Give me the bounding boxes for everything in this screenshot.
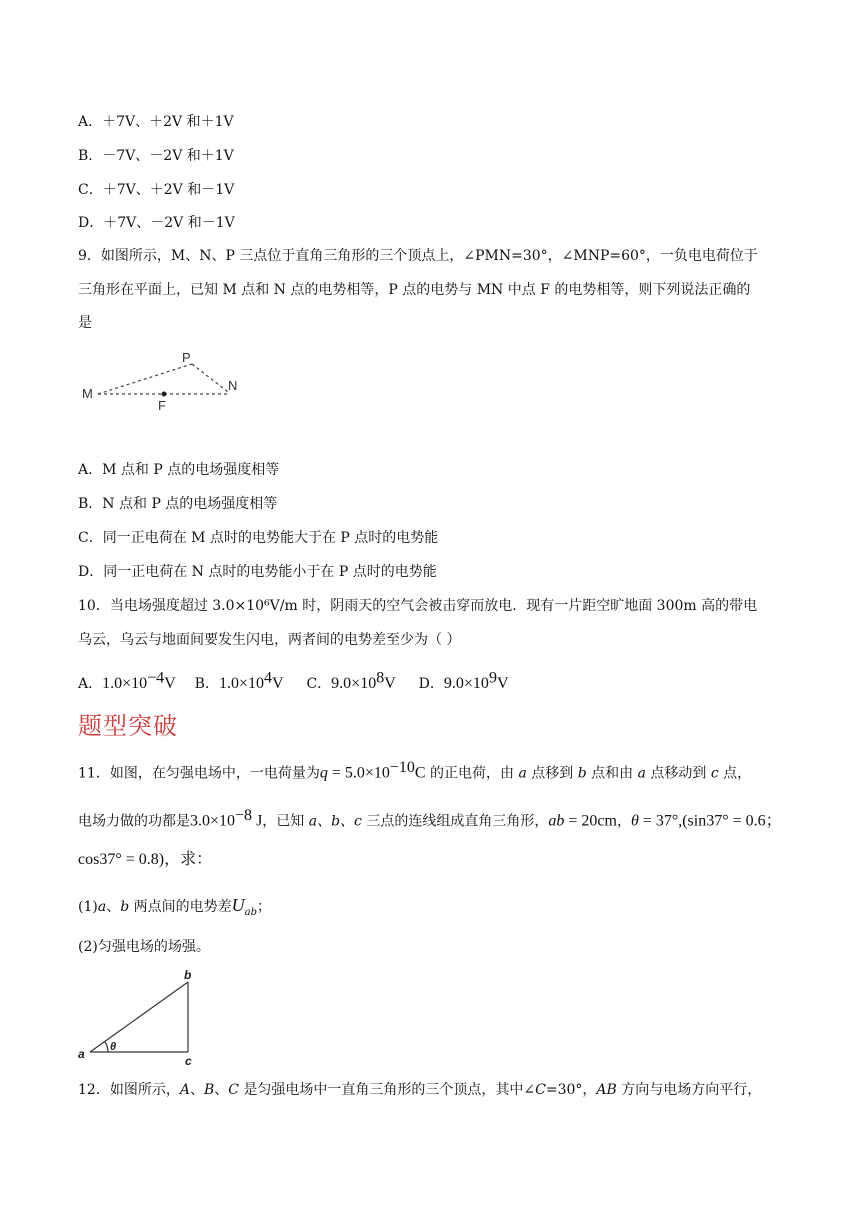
label-c: c [185, 1054, 192, 1066]
q10-option-c: C．$9.0\times 10^8V$ [306, 669, 396, 692]
edge-mp [98, 364, 192, 394]
label-m: M [82, 386, 93, 401]
theta-arc [105, 1042, 108, 1052]
q9-option-d: D．同一正电荷在 N 点时的电势能小于在 P 点时的电势能 [78, 564, 437, 580]
q11-stem-line-1: 11．如图，在匀强电场中，一电荷量为$q = 5.0\times 10^{-10}C$ 的正电荷，由 a 点移到 b 点和由 a 点移动到 c 点， [78, 759, 752, 782]
q10-option-a: A．$1.0\times 10^{-4}V$ [78, 669, 176, 692]
label-b: b [184, 968, 192, 982]
label-p: P [182, 350, 191, 365]
label-f: F [158, 398, 166, 413]
q10-stem-line-1: 10．当电场强度超过 3.0×10⁶V/m 时，阴雨天的空气会被击穿而放电．现有一片距空旷地面 300m 高的带电 [78, 598, 758, 614]
q8-option-c: C．＋7V、＋2V 和－1V [78, 182, 235, 198]
edge-pn [192, 364, 228, 392]
q10-option-b: B．$1.0\times 10^4V$ [194, 669, 284, 692]
q10-option-d: D．$9.0\times 10^9V$ [418, 669, 509, 692]
label-theta: θ [110, 1041, 117, 1053]
q8-option-a: A．＋7V、＋2V 和＋1V [78, 114, 234, 130]
q9-option-a: A．M 点和 P 点的电场强度相等 [78, 462, 280, 478]
q10-options [78, 668, 509, 694]
label-a: a [78, 1047, 85, 1061]
q8-option-b: B．－7V、－2V 和＋1V [78, 148, 234, 164]
q9-stem-line-3: 是 [78, 315, 92, 331]
q9-triangle-figure [78, 348, 258, 440]
q11-subquestion-1: (1)a、b 两点间的电势差$U_{ab}$； [78, 895, 271, 918]
section-title: 题型突破 [78, 712, 178, 740]
q11-subquestion-2: (2)匀强电场的场强。 [78, 939, 210, 955]
q8-option-d: D．＋7V、－2V 和－1V [78, 215, 235, 231]
q9-stem-line-1: 9．如图所示，M、N、P 三点位于直角三角形的三个顶点上，∠PMN=30°，∠MNP=60°，一负电电荷位于 [78, 248, 758, 264]
q11-stem-line-2: 电场力做的功都是$3.0\times 10^{-8}$ J，已知 a、b、c 三点的连线组成直角三角形，ab = 20cm，θ = 37°,(sin37° = 0.6； [78, 807, 782, 830]
q11-triangle-figure [76, 968, 206, 1066]
q9-stem-line-2: 三角形在平面上，已知 M 点和 N 点的电势相等，P 点的电势与 MN 中点 F 的电势相等，则下列说法正确的 [78, 282, 751, 298]
q9-option-b: B．N 点和 P 点的电场强度相等 [78, 496, 278, 512]
q11-stem-line-3: cos37° = 0.8)，求： [78, 851, 213, 868]
label-n: N [228, 378, 238, 393]
q10-stem-line-2: 乌云，乌云与地面间要发生闪电，两者间的电势差至少为（ ） [78, 632, 461, 648]
q9-option-c: C．同一正电荷在 M 点时的电势能大于在 P 点时的电势能 [78, 530, 439, 546]
q12-stem-line-1: 12．如图所示，A、B、C 是匀强电场中一直角三角形的三个顶点，其中∠C=30°，AB 方向与电场方向平行， [78, 1082, 762, 1098]
point-f [162, 392, 167, 397]
edge-ab [90, 982, 188, 1052]
